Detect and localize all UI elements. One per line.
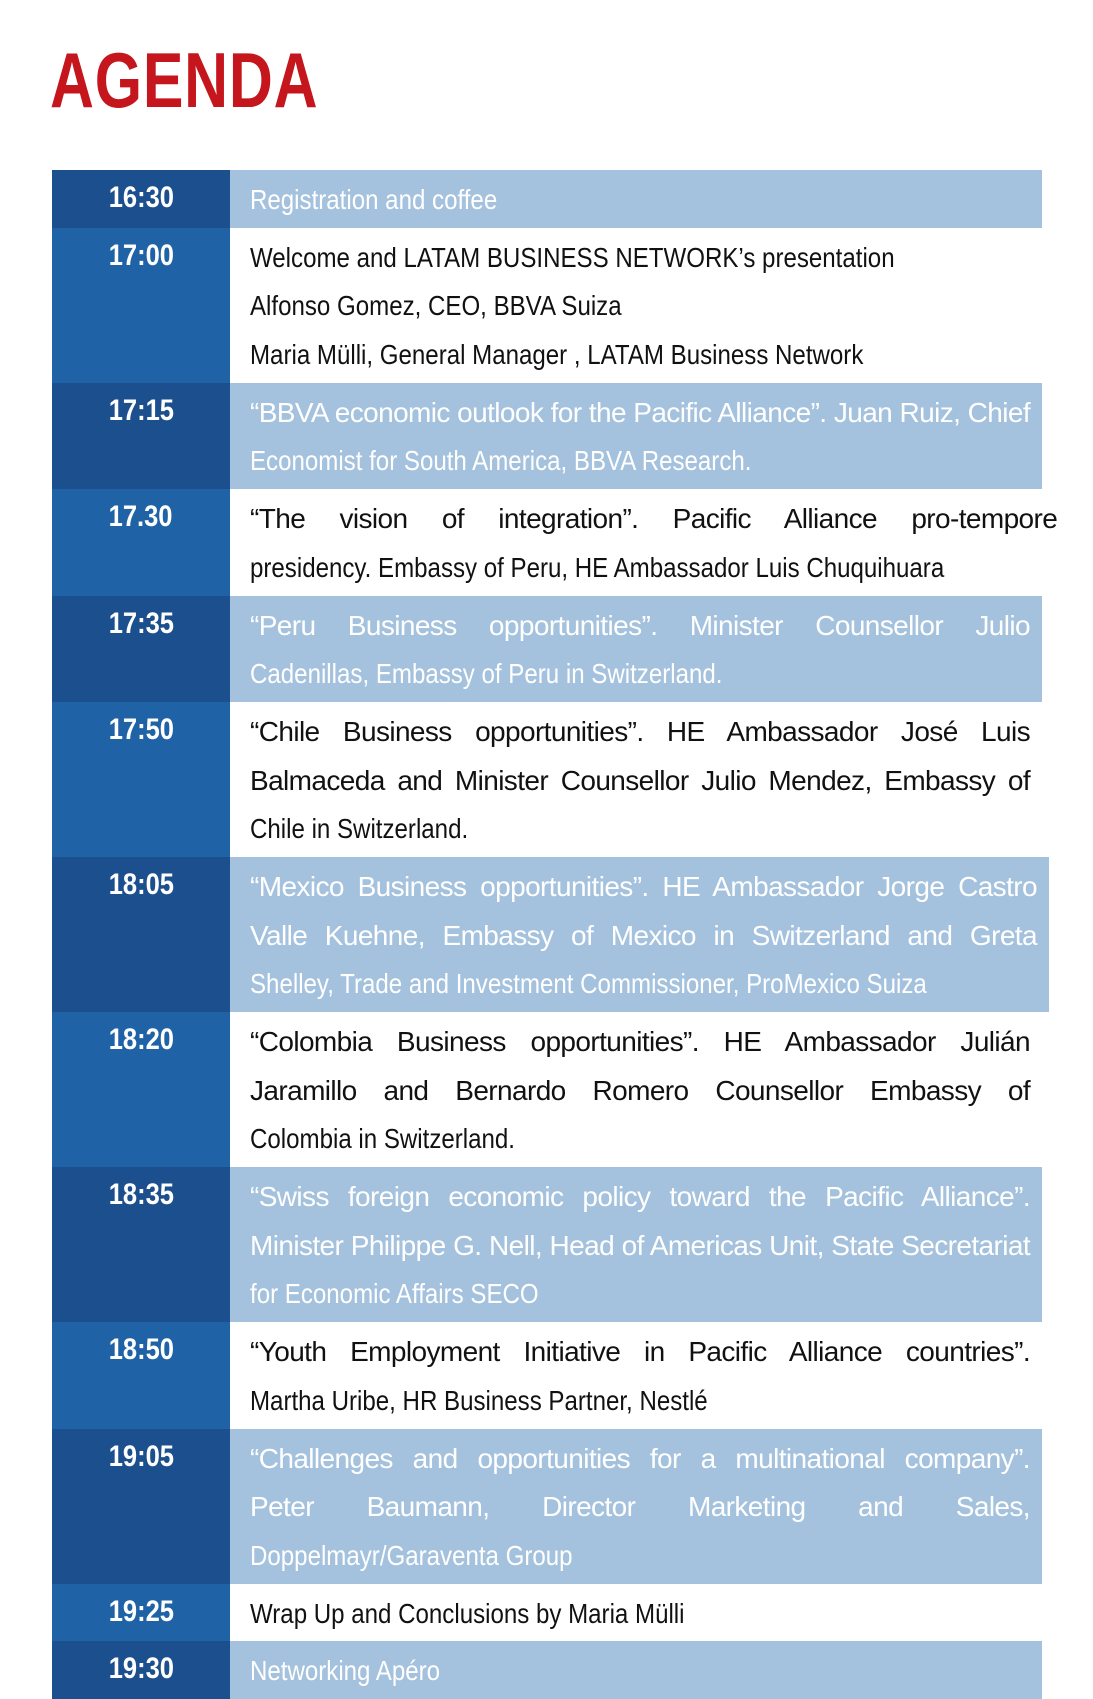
agenda-description-text: Wrap Up and Conclusions by Maria Mülli <box>250 1597 685 1629</box>
agenda-description-line <box>250 708 1030 757</box>
agenda-description-text: Balmaceda and Minister Counsellor Julio Mendez, Embassy of <box>250 764 1030 796</box>
agenda-description <box>230 596 1042 702</box>
agenda-description-line <box>250 1222 1030 1271</box>
agenda-row <box>52 1641 1042 1699</box>
agenda-description-line <box>250 1532 1030 1581</box>
agenda-description-line <box>250 912 1037 961</box>
agenda-description-text: Maria Mülli, General Manager , LATAM Business Network <box>250 339 864 371</box>
agenda-description-text: Economist for South America, BBVA Research. <box>250 445 752 477</box>
agenda-description-text: Colombia in Switzerland. <box>250 1123 516 1155</box>
agenda-time-text: 17:35 <box>108 606 174 640</box>
agenda-row <box>52 228 1042 383</box>
agenda-time <box>52 489 230 595</box>
agenda-row <box>52 383 1042 489</box>
agenda-description-text: “Colombia Business opportunities”. HE Ambassador Julián <box>250 1026 1030 1057</box>
agenda-description-line <box>250 282 1030 331</box>
agenda-description-text: “BBVA economic outlook for the Pacific Alliance”. Juan Ruiz, Chief <box>250 396 1030 428</box>
agenda-description <box>230 1322 1042 1428</box>
agenda-description-line <box>250 757 1030 806</box>
agenda-description-text: Jaramillo and Bernardo Romero Counsellor Embassy of <box>250 1074 1030 1106</box>
agenda-time-text: 18:50 <box>108 1333 174 1367</box>
agenda-description-line <box>250 863 1037 912</box>
agenda-time-text: 19:05 <box>108 1439 174 1473</box>
agenda-time-text: 17:00 <box>108 238 174 272</box>
agenda-description-line <box>250 650 1030 699</box>
agenda-time <box>52 383 230 489</box>
agenda-description-text: “The vision of integration”. Pacific Alliance pro-tempore <box>250 503 1058 535</box>
agenda-description-text: Valle Kuehne, Embassy of Mexico in Switzerland and Greta <box>250 919 1037 951</box>
agenda-description <box>230 170 1042 228</box>
agenda-row <box>52 170 1042 228</box>
agenda-description-line <box>250 234 1030 283</box>
agenda-description-text: Peter Baumann, Director Marketing and Sales, <box>250 1491 1030 1523</box>
agenda-time <box>52 228 230 383</box>
agenda-time-text: 17.30 <box>109 500 173 534</box>
agenda-time <box>52 857 230 1012</box>
agenda-description <box>230 383 1042 489</box>
agenda-description-line <box>250 1647 1030 1696</box>
agenda-time <box>52 596 230 702</box>
agenda-description-line <box>250 602 1030 651</box>
agenda-description-text: “Swiss foreign economic policy toward the Pacific Alliance”. <box>250 1181 1030 1213</box>
agenda-row <box>52 702 1042 857</box>
agenda-description <box>230 702 1042 857</box>
agenda-description-text: Alfonso Gomez, CEO, BBVA Suiza <box>250 290 622 322</box>
agenda-time-text: 18:20 <box>108 1023 174 1056</box>
agenda-table <box>52 170 1058 1699</box>
agenda-description-line <box>250 1067 1030 1116</box>
agenda-time-text: 17:15 <box>108 393 174 427</box>
agenda-description <box>230 1641 1042 1699</box>
agenda-description-text: Welcome and LATAM BUSINESS NETWORK’s presentation <box>250 241 895 273</box>
agenda-description-text: Martha Uribe, HR Business Partner, Nestlé <box>250 1384 708 1416</box>
agenda-description-text: for Economic Affairs SECO <box>250 1278 539 1310</box>
agenda-row <box>52 1167 1042 1322</box>
agenda-description-text: “Chile Business opportunities”. HE Ambassador José Luis <box>250 715 1030 747</box>
agenda-time-text: 19:25 <box>108 1594 174 1628</box>
agenda-description-text: Registration and coffee <box>250 184 498 215</box>
agenda-time <box>52 1429 230 1584</box>
agenda-description-line <box>250 176 1030 225</box>
agenda-time <box>52 702 230 857</box>
agenda-description-line <box>250 805 1030 854</box>
agenda-description <box>230 1167 1042 1322</box>
agenda-time-text: 19:30 <box>108 1652 174 1686</box>
agenda-description-line <box>250 1328 1030 1377</box>
agenda-description-text: Minister Philippe G. Nell, Head of Americas Unit, State Secretariat <box>250 1229 1030 1261</box>
agenda-description-line <box>250 1270 1030 1319</box>
agenda-time <box>52 170 230 228</box>
agenda-description-line <box>250 495 1057 544</box>
agenda-description-text: “Youth Employment Initiative in Pacific Alliance countries”. <box>250 1336 1030 1368</box>
agenda-description-line <box>250 331 1030 380</box>
agenda-row <box>52 1012 1042 1167</box>
agenda-description-line <box>250 960 1037 1009</box>
agenda-description <box>230 1012 1042 1167</box>
agenda-description-line <box>250 389 1030 438</box>
agenda-description-line <box>250 1483 1030 1532</box>
agenda-description <box>230 857 1049 1012</box>
agenda-description-text: Cadenillas, Embassy of Peru in Switzerland. <box>250 658 723 690</box>
agenda-description-line <box>250 1377 1030 1426</box>
agenda-row <box>52 857 1042 1012</box>
agenda-time <box>52 1012 230 1167</box>
agenda-description <box>230 1429 1042 1584</box>
agenda-description-text: “Peru Business opportunities”. Minister Counsellor Julio <box>250 609 1030 641</box>
agenda-time <box>52 1167 230 1322</box>
agenda-description <box>230 228 1042 383</box>
agenda-description-line <box>250 1115 1030 1164</box>
agenda-description-text: Chile in Switzerland. <box>250 813 469 845</box>
agenda-description-text: Doppelmayr/Garaventa Group <box>250 1539 573 1571</box>
agenda-time-text: 18:35 <box>108 1178 174 1212</box>
agenda-time <box>52 1641 230 1699</box>
agenda-description-text: “Challenges and opportunities for a multinational company”. <box>250 1442 1030 1474</box>
agenda-description-line <box>250 437 1030 486</box>
agenda-description-line <box>250 544 1057 593</box>
agenda-description-text: Shelley, Trade and Investment Commissioner, ProMexico Suiza <box>250 968 927 1000</box>
agenda-description-line <box>250 1173 1030 1222</box>
agenda-time-text: 18:05 <box>108 867 174 901</box>
agenda-time <box>52 1584 230 1642</box>
agenda-row <box>52 1322 1042 1428</box>
agenda-description-line <box>250 1590 1030 1639</box>
agenda-description-text: “Mexico Business opportunities”. HE Ambassador Jorge Castro <box>250 870 1037 902</box>
agenda-row <box>52 489 1058 595</box>
agenda-description-text: presidency. Embassy of Peru, HE Ambassador Luis Chuquihuara <box>250 551 945 583</box>
agenda-description-line <box>250 1435 1030 1484</box>
agenda-description-text: Networking Apéro <box>250 1655 441 1687</box>
agenda-description-line <box>250 1018 1030 1067</box>
agenda-time-text: 16:30 <box>108 181 174 214</box>
page-title: AGENDA <box>50 36 319 124</box>
agenda-time <box>52 1322 230 1428</box>
agenda-row <box>52 1429 1042 1584</box>
agenda-time-text: 17:50 <box>108 712 174 746</box>
agenda-row <box>52 1584 1042 1642</box>
agenda-description <box>230 489 1069 595</box>
agenda-description <box>230 1584 1042 1642</box>
agenda-row <box>52 596 1042 702</box>
